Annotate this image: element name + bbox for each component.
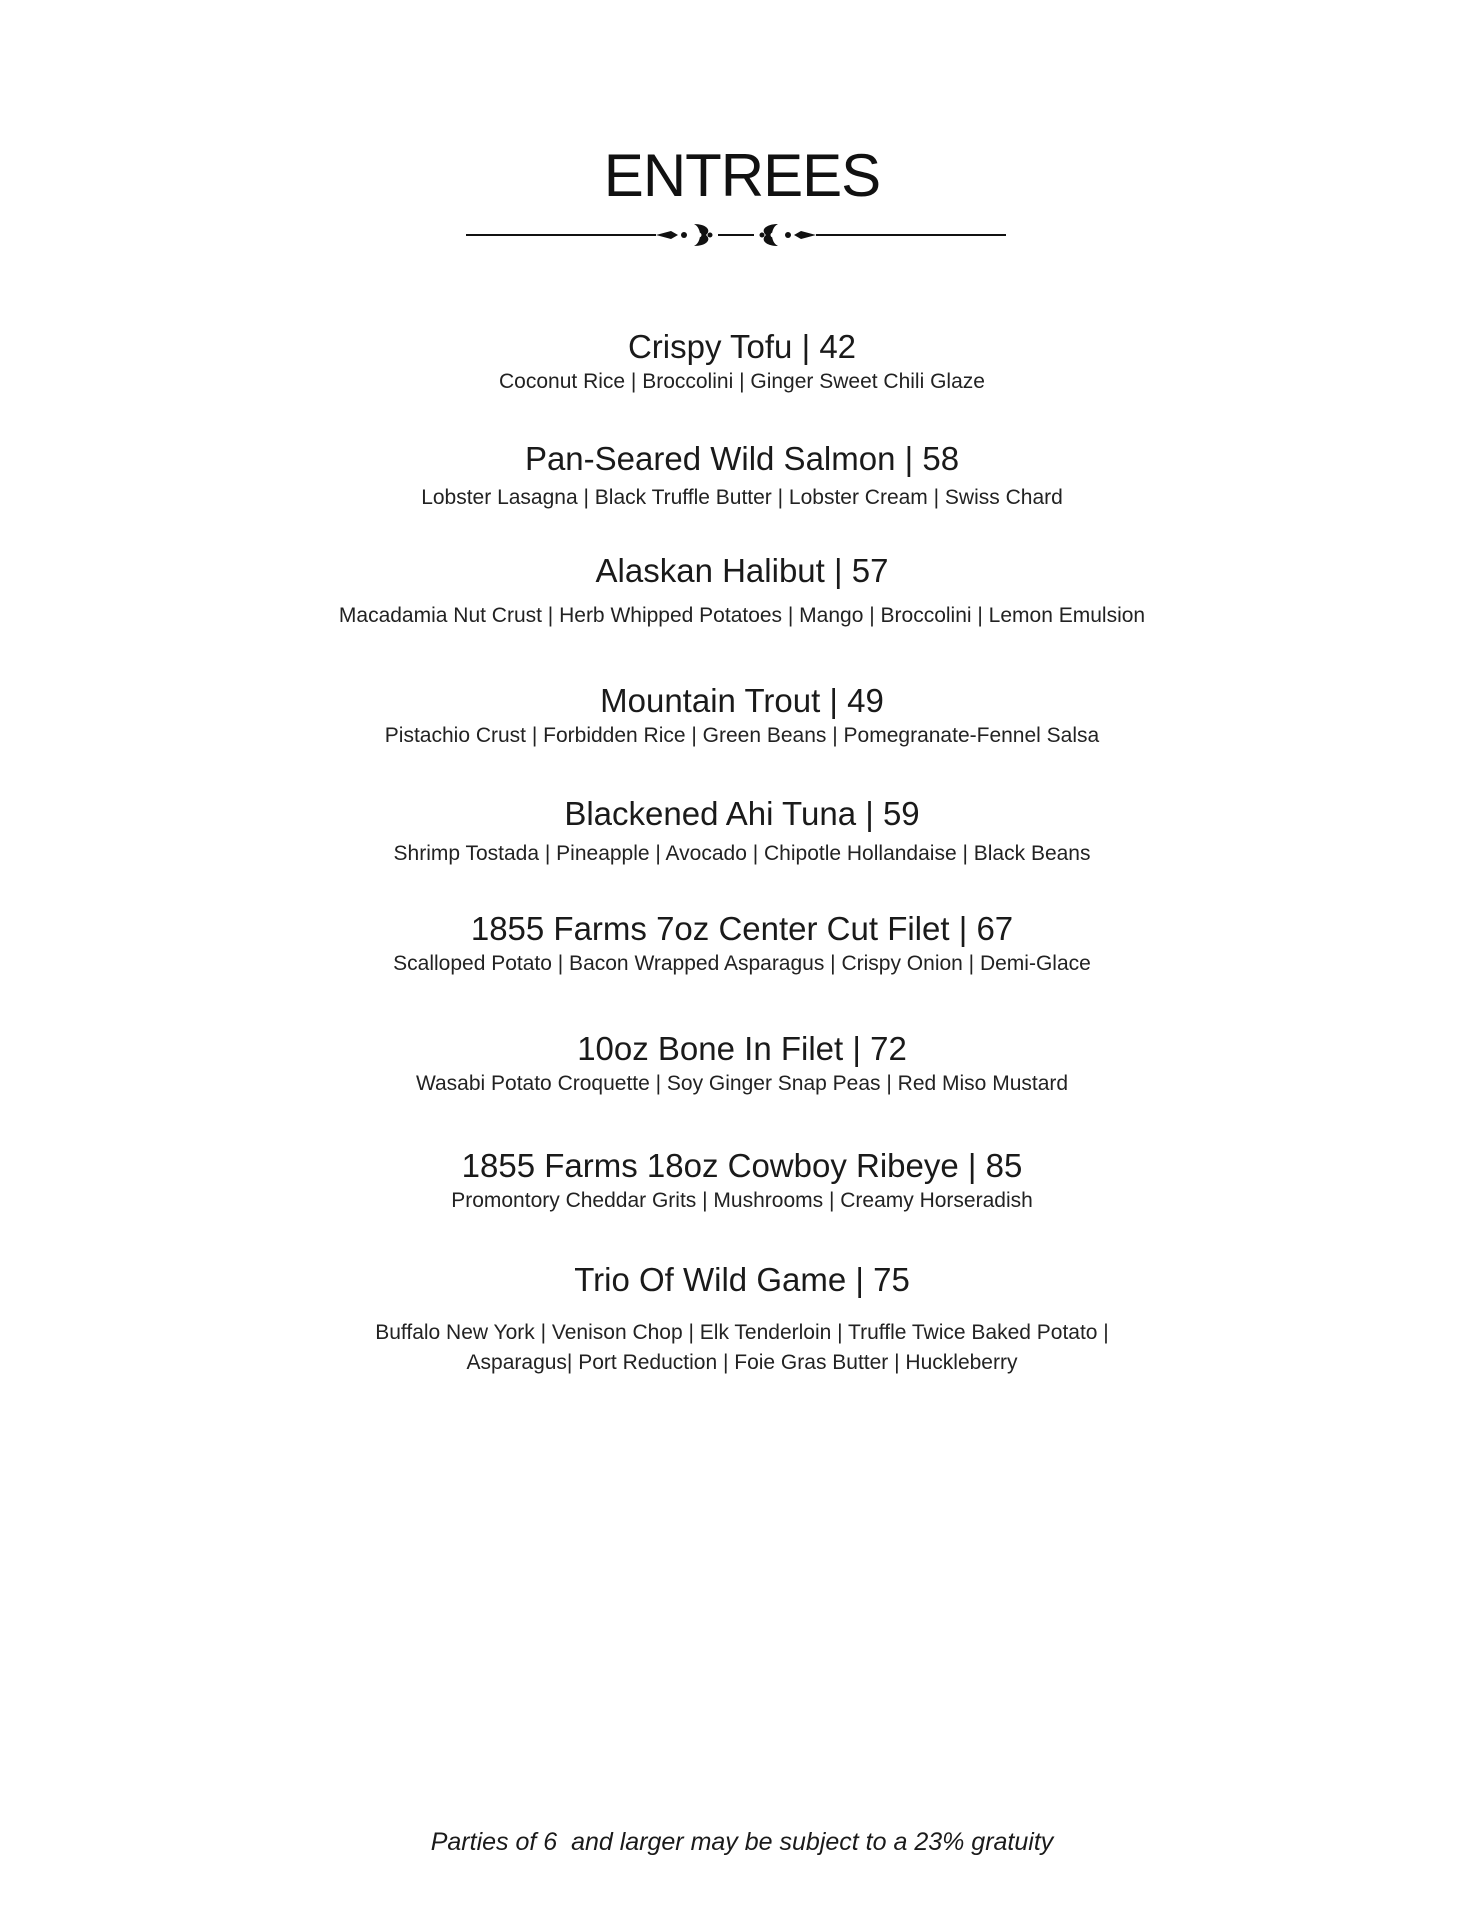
menu-item xyxy=(0,327,1484,397)
menu-item-name: Blackened Ahi Tuna | 59 xyxy=(564,795,920,832)
menu-item-description: Promontory Cheddar Grits | Mushrooms | Creamy Horseradish xyxy=(451,1189,1033,1212)
menu-item xyxy=(0,439,1484,513)
menu-item xyxy=(0,794,1484,869)
menu-item-name: Mountain Trout | 49 xyxy=(600,682,884,719)
menu-item-description: Coconut Rice | Broccolini | Ginger Sweet Chili Glaze xyxy=(499,370,985,393)
menu-item xyxy=(0,1029,1484,1099)
menu-item-description: Lobster Lasagna | Black Truffle Butter | Lobster Cream | Swiss Chard xyxy=(421,486,1063,509)
menu-item-name: Crispy Tofu | 42 xyxy=(627,328,857,365)
page-title: ENTREES xyxy=(603,142,881,209)
menu-item-description-line-2: Asparagus| Port Reduction | Foie Gras Butter | Huckleberry xyxy=(466,1351,1018,1374)
menu-item xyxy=(0,909,1484,979)
ornamental-divider xyxy=(466,220,1006,250)
menu-item-description: Shrimp Tostada | Pineapple | Avocado | Chipotle Hollandaise | Black Beans xyxy=(393,842,1091,865)
menu-item xyxy=(0,681,1484,751)
menu-item xyxy=(0,1260,1484,1378)
menu-item-name: Alaskan Halibut | 57 xyxy=(595,552,889,589)
menu-item-name: 10oz Bone In Filet | 72 xyxy=(577,1030,907,1067)
menu-item-description: Wasabi Potato Croquette | Soy Ginger Snap Peas | Red Miso Mustard xyxy=(415,1072,1069,1095)
menu-item-description: Scalloped Potato | Bacon Wrapped Asparagus | Crispy Onion | Demi-Glace xyxy=(393,952,1091,975)
menu-item-name: Trio Of Wild Game | 75 xyxy=(574,1261,910,1298)
menu-item-name: Pan-Seared Wild Salmon | 58 xyxy=(524,440,960,477)
menu-item-name: 1855 Farms 7oz Center Cut Filet | 67 xyxy=(470,910,1014,947)
menu-item-name: 1855 Farms 18oz Cowboy Ribeye | 85 xyxy=(461,1147,1023,1184)
menu-item-description: Buffalo New York | Venison Chop | Elk Tenderloin | Truffle Twice Baked Potato | xyxy=(375,1321,1109,1344)
menu-item xyxy=(0,1146,1484,1216)
menu-item xyxy=(0,551,1484,631)
menu-item-description: Pistachio Crust | Forbidden Rice | Green Beans | Pomegranate-Fennel Salsa xyxy=(384,724,1100,747)
menu-item-description: Macadamia Nut Crust | Herb Whipped Potatoes | Mango | Broccolini | Lemon Emulsion xyxy=(338,604,1146,627)
gratuity-note: Parties of 6 and larger may be subject to a 23% gratuity xyxy=(430,1828,1054,1856)
